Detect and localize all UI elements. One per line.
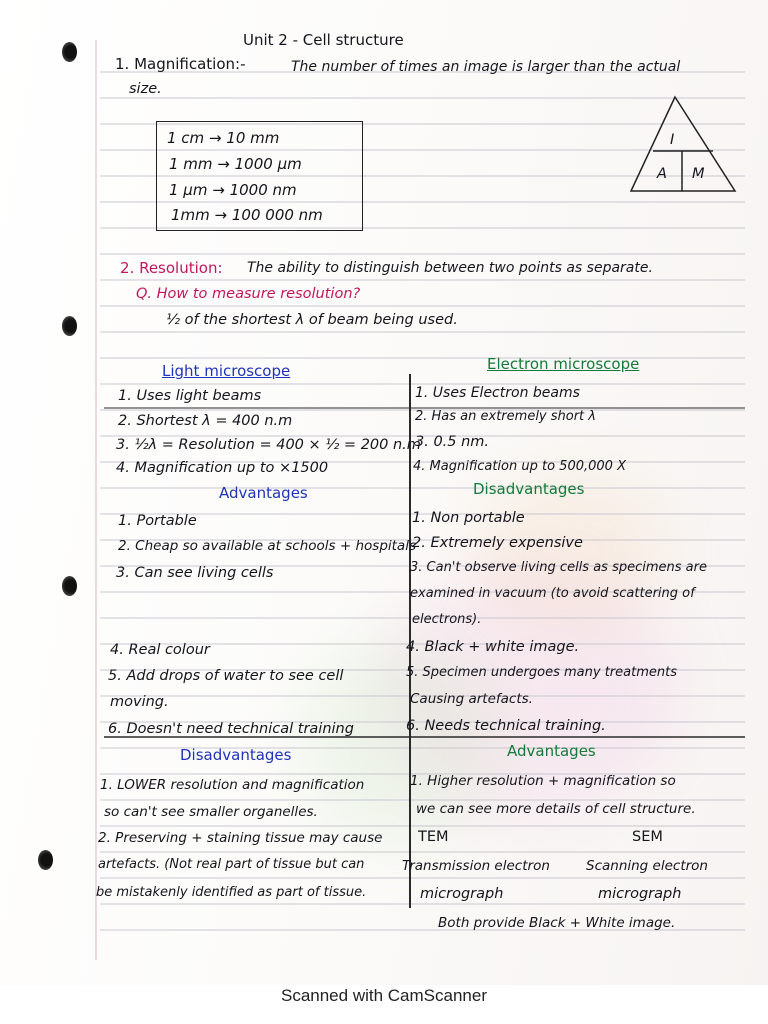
electron-point: 1. Uses Electron beams bbox=[415, 385, 580, 401]
resolution-question: Q. How to measure resolution? bbox=[136, 286, 361, 302]
ima-triangle bbox=[625, 93, 740, 193]
light-advantage: moving. bbox=[110, 694, 169, 710]
magnification-definition-line2: size. bbox=[129, 81, 162, 97]
conversion-item: 1 cm → 10 mm bbox=[167, 129, 280, 147]
electron-advantage: 1. Higher resolution + magnification so bbox=[410, 773, 676, 789]
binder-hole bbox=[62, 42, 77, 62]
conversion-item: 1 μm → 1000 nm bbox=[169, 181, 297, 199]
electron-disadvantage: 6. Needs technical training. bbox=[406, 718, 606, 734]
light-disadvantage: 2. Preserving + staining tissue may cause bbox=[98, 830, 383, 846]
page-title: Unit 2 - Cell structure bbox=[243, 31, 404, 49]
conversion-item: 1mm → 100 000 nm bbox=[171, 206, 323, 224]
binder-hole bbox=[62, 576, 77, 596]
electron-disadvantage: 4. Black + white image. bbox=[406, 639, 580, 655]
resolution-definition: The ability to distinguish between two points as separate. bbox=[247, 260, 653, 276]
light-advantage: 5. Add drops of water to see cell bbox=[108, 668, 344, 684]
triangle-label-a: A bbox=[657, 166, 667, 182]
sem-abbr: SEM bbox=[632, 829, 663, 845]
electron-disadvantage: 5. Specimen undergoes many treatments bbox=[406, 665, 677, 680]
light-advantage: 1. Portable bbox=[118, 513, 197, 529]
electron-point: 4. Magnification up to 500,000 X bbox=[413, 459, 626, 474]
magnification-heading: 1. Magnification:- bbox=[115, 55, 246, 73]
light-disadvantage: be mistakenly identified as part of tissue. bbox=[96, 885, 367, 900]
triangle-label-m: M bbox=[692, 166, 705, 182]
electron-disadvantage: Causing artefacts. bbox=[410, 691, 533, 707]
conversion-item: 1 mm → 1000 μm bbox=[169, 155, 302, 173]
light-microscope-heading: Light microscope bbox=[162, 362, 291, 380]
sem-line2: micrograph bbox=[598, 886, 682, 902]
light-advantage: 2. Cheap so available at schools + hospitals bbox=[118, 538, 416, 554]
sem-line1: Scanning electron bbox=[586, 858, 708, 874]
light-disadvantage: 1. LOWER resolution and magnification bbox=[100, 777, 365, 793]
both-note: Both provide Black + White image. bbox=[438, 915, 676, 931]
light-disadvantage: so can't see smaller organelles. bbox=[104, 804, 318, 820]
electron-advantages-heading: Advantages bbox=[507, 742, 596, 760]
light-advantage: 4. Real colour bbox=[110, 642, 210, 658]
electron-disadvantages-heading: Disadvantages bbox=[473, 480, 585, 498]
light-point: 3. ½λ = Resolution = 400 × ½ = 200 n.m bbox=[116, 437, 421, 453]
resolution-answer: ½ of the shortest λ of beam being used. bbox=[166, 312, 458, 328]
light-disadvantage: artefacts. (Not real part of tissue but can bbox=[98, 857, 365, 872]
electron-disadvantage: 2. Extremely expensive bbox=[412, 535, 583, 551]
electron-disadvantage: electrons). bbox=[412, 612, 482, 627]
tem-line2: micrograph bbox=[420, 886, 504, 902]
triangle-label-i: I bbox=[670, 132, 675, 148]
magnification-definition-line1: The number of times an image is larger than the actual bbox=[291, 59, 681, 75]
light-advantage: 3. Can see living cells bbox=[116, 565, 274, 581]
binder-hole bbox=[38, 850, 53, 870]
electron-point: 2. Has an extremely short λ bbox=[415, 409, 596, 424]
tem-abbr: TEM bbox=[418, 829, 449, 845]
electron-disadvantage: 3. Can't observe living cells as specimens are bbox=[410, 560, 707, 575]
electron-point: 3. 0.5 nm. bbox=[415, 434, 490, 450]
conversion-box bbox=[156, 121, 363, 231]
light-point: 2. Shortest λ = 400 n.m bbox=[118, 413, 293, 429]
resolution-heading: 2. Resolution: bbox=[120, 259, 223, 277]
light-advantages-heading: Advantages bbox=[219, 484, 308, 502]
tem-line1: Transmission electron bbox=[402, 858, 550, 874]
electron-disadvantage: 1. Non portable bbox=[412, 510, 525, 526]
light-point: 1. Uses light beams bbox=[118, 388, 262, 404]
light-disadvantages-heading: Disadvantages bbox=[180, 746, 292, 764]
electron-advantage: we can see more details of cell structure. bbox=[416, 801, 696, 817]
light-advantage: 6. Doesn't need technical training bbox=[108, 721, 354, 737]
light-point: 4. Magnification up to ×1500 bbox=[116, 460, 329, 476]
electron-disadvantage: examined in vacuum (to avoid scattering of bbox=[410, 586, 695, 601]
scanner-watermark: Scanned with CamScanner bbox=[280, 986, 487, 1005]
electron-microscope-heading: Electron microscope bbox=[487, 355, 640, 373]
binder-hole bbox=[62, 316, 77, 336]
